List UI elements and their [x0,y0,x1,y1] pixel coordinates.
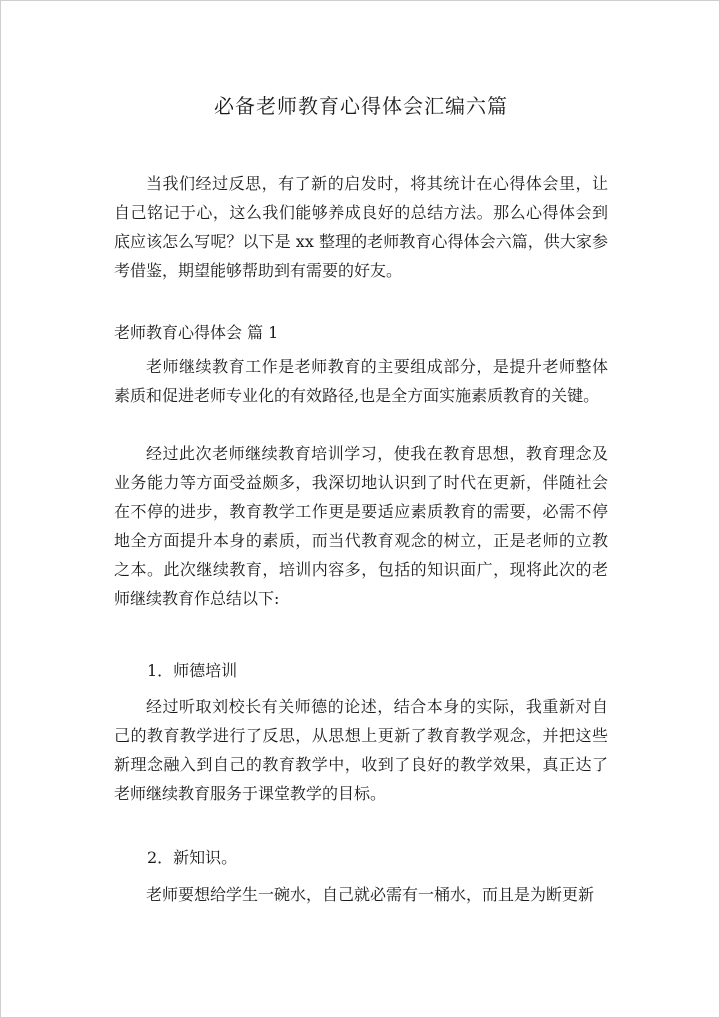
body-paragraph: 老师要想给学生一碗水，自己就必需有一桶水，而且是为断更新 [146,885,595,904]
body-paragraph: 经过此次老师继续教育培训学习，使我在教育思想，教育理念及业务能力等方面受益颇多，我深切地认识到了时代在更新，伴随社会在不停的进步，教育教学工作更是要适应素质教育的需要，必需不停地全方面提升本身的素质，而当代教育观念的树立，正是老师的立教之本。此次继续教育，培训内容多，包括的知识面广，现将此次的老师继续教育作总结以下: [114,444,608,608]
subheading-new-knowledge: 2．新知识。 [147,848,238,867]
document-title: 必备老师教育心得体会汇编六篇 [214,94,508,118]
intro-paragraph: 当我们经过反思，有了新的启发时，将其统计在心得体会里，让自己铭记于心，这么我们能够养成良好的总结方法。那么心得体会到底应该怎么写呢？以下是 xx 整理的老师教育心得体会六篇，供大家参考借鉴，期望能够帮助到有需要的好友。 [114,174,608,280]
body-paragraph: 经过听取刘校长有关师德的论述，结合本身的实际，我重新对自己的教育教学进行了反思，从思想上更新了教育教学观念，并把这些新理念融入到自己的教育教学中，收到了良好的教学效果，真正达了老师继续教育服务于课堂教学的目标。 [114,697,608,803]
body-paragraph: 老师继续教育工作是老师教育的主要组成部分，是提升老师整体素质和促进老师专业化的有效路径,也是全方面实施素质教育的关键。 [114,357,608,405]
subheading-ethics-training: 1．师德培训 [147,661,238,680]
section-heading: 老师教育心得体会 篇 1 [114,323,279,342]
